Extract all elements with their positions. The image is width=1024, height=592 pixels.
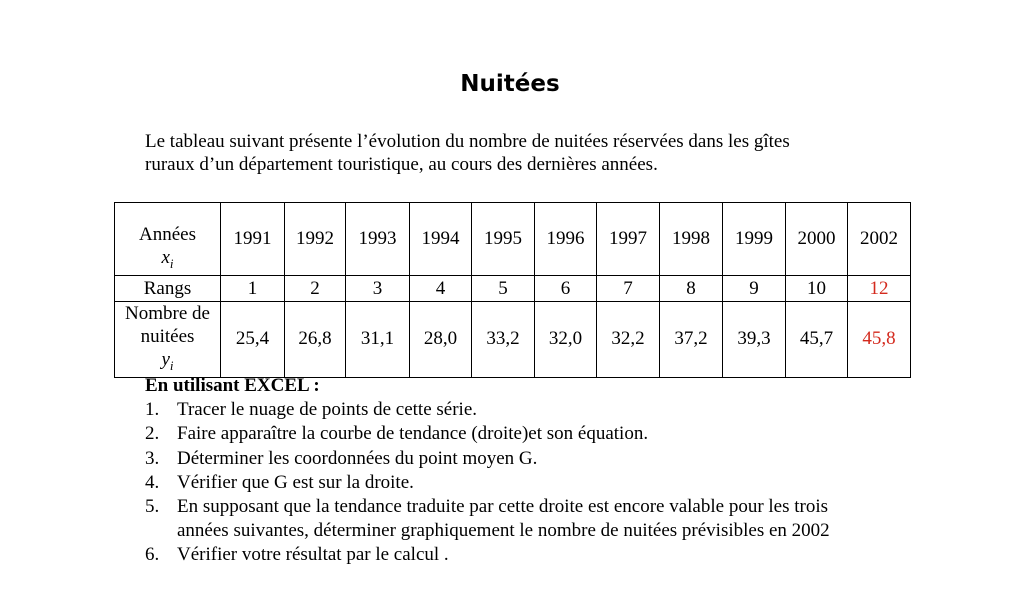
table-cell-year: 1991 — [221, 203, 285, 276]
list-item-text: Vérifier que G est sur la droite. — [177, 471, 414, 493]
table-cell-nights: 32,2 — [597, 302, 660, 378]
table-cell-rank: 8 — [660, 276, 723, 302]
table-cell-rank: 7 — [597, 276, 660, 302]
list-item-number: 4. — [145, 471, 160, 493]
years-variable: $x_i$ — [161, 247, 174, 271]
table-cell-rank: 6 — [535, 276, 597, 302]
instructions-list — [145, 398, 830, 567]
list-item — [145, 422, 830, 446]
list-item — [145, 495, 830, 543]
list-item — [145, 471, 830, 495]
list-item-text: Déterminer les coordonnées du point moyen G. — [177, 447, 538, 469]
nights-variable: $y_i$ — [161, 349, 174, 373]
table-cell-rank: 2 — [285, 276, 346, 302]
table-cell-year: 2002 — [848, 203, 911, 276]
table-cell-year: 1992 — [285, 203, 346, 276]
table-cell-year: 1995 — [472, 203, 535, 276]
row-header-nights — [115, 302, 221, 378]
table-cell-nights: 25,4 — [221, 302, 285, 378]
table-cell-nights: 26,8 — [285, 302, 346, 378]
list-item-number: 2. — [145, 423, 160, 445]
intro-line: Le tableau suivant présente l’évolution du nombre de nuitées réservées dans les gîtes — [145, 131, 790, 152]
nights-label-line1: Nombre de — [125, 303, 210, 324]
table-cell-nights: 39,3 — [723, 302, 786, 378]
list-item-number: 1. — [145, 399, 160, 421]
list-item-text: Faire apparaître la courbe de tendance (droite)et son équation. — [177, 423, 649, 445]
table-cell-rank: 5 — [472, 276, 535, 302]
intro-line: ruraux d’un département touristique, au cours des dernières années. — [145, 154, 658, 175]
table-cell-year: 1996 — [535, 203, 597, 276]
table-cell-year: 1999 — [723, 203, 786, 276]
table-cell-rank-highlight: 12 — [848, 276, 911, 302]
table-row-years — [115, 203, 911, 276]
table-cell-rank: 3 — [346, 276, 410, 302]
table-cell-nights: 37,2 — [660, 302, 723, 378]
table-row-ranks — [115, 276, 911, 302]
table-cell-rank: 10 — [786, 276, 848, 302]
instructions-section — [145, 374, 830, 568]
table-cell-year: 1998 — [660, 203, 723, 276]
table-cell-nights-highlight: 45,8 — [848, 302, 911, 378]
list-item-number: 5. — [145, 496, 160, 518]
data-table — [114, 202, 911, 378]
table-cell-nights: 28,0 — [410, 302, 472, 378]
list-item-number: 3. — [145, 447, 160, 469]
years-label: Années — [139, 224, 196, 246]
row-header-years — [115, 203, 221, 276]
list-item-text: En supposant que la tendance traduite par cette droite est encore valable pour les trois — [177, 496, 829, 518]
intro-paragraph — [145, 130, 905, 176]
nights-label-line2: nuitées — [140, 326, 195, 347]
table-cell-year: 1994 — [410, 203, 472, 276]
instructions-heading: En utilisant EXCEL : — [145, 375, 320, 396]
table-cell-year: 1997 — [597, 203, 660, 276]
table-cell-year: 2000 — [786, 203, 848, 276]
table-row-nights — [115, 302, 911, 378]
table-cell-rank: 9 — [723, 276, 786, 302]
list-item-text-continued: années suivantes, déterminer graphiquement le nombre de nuitées prévisibles en 2002 — [177, 520, 830, 542]
list-item-text: Vérifier votre résultat par le calcul . — [177, 544, 449, 566]
table-cell-nights: 31,1 — [346, 302, 410, 378]
page-title: Nuitées — [460, 71, 560, 97]
list-item — [145, 543, 830, 567]
table-cell-year: 1993 — [346, 203, 410, 276]
list-item — [145, 447, 830, 471]
table-cell-rank: 1 — [221, 276, 285, 302]
list-item-text: Tracer le nuage de points de cette série. — [177, 399, 478, 421]
table-cell-nights: 33,2 — [472, 302, 535, 378]
row-header-ranks: Rangs — [115, 276, 221, 302]
table-cell-nights: 32,0 — [535, 302, 597, 378]
table-cell-nights: 45,7 — [786, 302, 848, 378]
list-item — [145, 398, 830, 422]
table-cell-rank: 4 — [410, 276, 472, 302]
list-item-number: 6. — [145, 544, 160, 566]
